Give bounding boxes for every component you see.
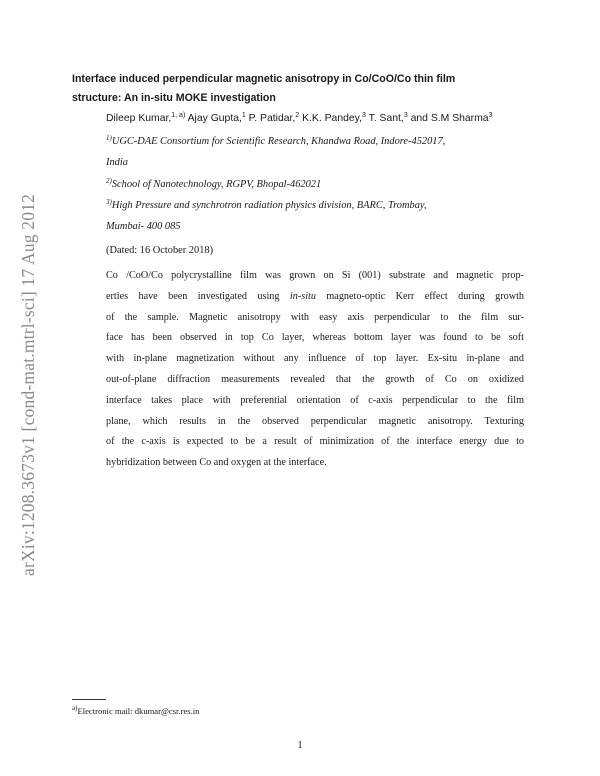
abstract-line: face has been observed in top Co layer, whereas bottom layer was found to be soft (106, 332, 524, 344)
abstract-line: out-of-plane diffraction measurements revealed that the growth of Co on oxidized (106, 373, 524, 385)
title-line-1: Interface induced perpendicular magnetic anisotropy in Co/CoO/Co thin film (72, 73, 456, 85)
affiliation-text: UGC-DAE Consortium for Scientific Research, Khandwa Road, Indore-452017, (111, 136, 446, 147)
affiliation-text: School of Nanotechnology, RGPV, Bhopal-462021 (111, 179, 322, 190)
arxiv-identifier-stamp: arXiv:1208.3673v1 [cond-mat.mtrl-sci] 17 Aug 2012 (18, 193, 38, 576)
affiliation-mark: 3) (106, 198, 112, 206)
abstract-line: plane, which results in the observed perpendicular magnetic anisotropy. Texturing (106, 415, 524, 427)
date-line: (Dated: 16 October 2018) (106, 245, 214, 256)
abstract-line: interface takes place with preferential orientation of c-axis perpendicular to the film (106, 394, 524, 406)
affiliation-2 (106, 174, 536, 195)
author-affiliation-mark: 2 (295, 112, 300, 119)
affiliation-mark: 2) (106, 177, 112, 185)
abstract-line: hybridization between Co and oxygen at the interface. (106, 457, 327, 469)
author-name: Dileep Kumar, (106, 113, 172, 124)
abstract-line: of the c-axis is expected to be a result of minimization of the interface energy due to (106, 436, 524, 448)
page-number: 1 (297, 740, 303, 751)
abstract-text: magneto-optic Kerr effect during growth (315, 290, 524, 302)
title-line-2: structure: An in-situ MOKE investigation (72, 92, 276, 104)
abstract (106, 266, 524, 474)
author-name: T. Sant, (365, 113, 404, 124)
footnote-mark: a) (72, 704, 78, 712)
footnote-email: Electronic mail: dkumar@csr.res.in (77, 706, 200, 716)
abstract-text: erties have been investigated using (106, 290, 290, 302)
author-name: K.K. Pandey, (299, 113, 362, 124)
author-affiliation-mark: 3 (488, 112, 493, 119)
abstract-emphasis: in-situ (289, 290, 316, 302)
affiliation-mark: 1) (106, 134, 112, 142)
affiliation-text-continued: Mumbai- 400 085 (106, 221, 181, 232)
abstract-line: Co /CoO/Co polycrystalline film was grown on Si (001) substrate and magnetic prop- (106, 270, 524, 281)
affiliation-3 (106, 195, 536, 237)
abstract-line (106, 287, 524, 308)
author-affiliation-mark: 3 (361, 112, 366, 119)
author-affiliation-mark: 1 (241, 112, 246, 119)
affiliation-text-continued: India (106, 157, 128, 168)
footnote (72, 705, 199, 717)
abstract-line: with in-plane magnetization without any influence of top layer. Ex-situ in-plane and (106, 353, 524, 365)
author-list (106, 112, 556, 126)
footnote-divider (72, 699, 106, 700)
author-name: Ajay Gupta, (185, 113, 242, 124)
affiliation-text: High Pressure and synchrotron radiation physics division, BARC, Trombay, (111, 200, 427, 211)
abstract-line: of the sample. Magnetic anisotropy with easy axis perpendicular to the film sur- (106, 311, 524, 323)
author-name: P. Patidar, (245, 113, 296, 124)
paper-title (72, 70, 542, 108)
author-affiliation-mark: 1, a) (171, 112, 186, 119)
author-affiliation-mark: 3 (403, 112, 408, 119)
affiliation-1 (106, 131, 536, 173)
author-name: and S.M Sharma (407, 113, 489, 124)
